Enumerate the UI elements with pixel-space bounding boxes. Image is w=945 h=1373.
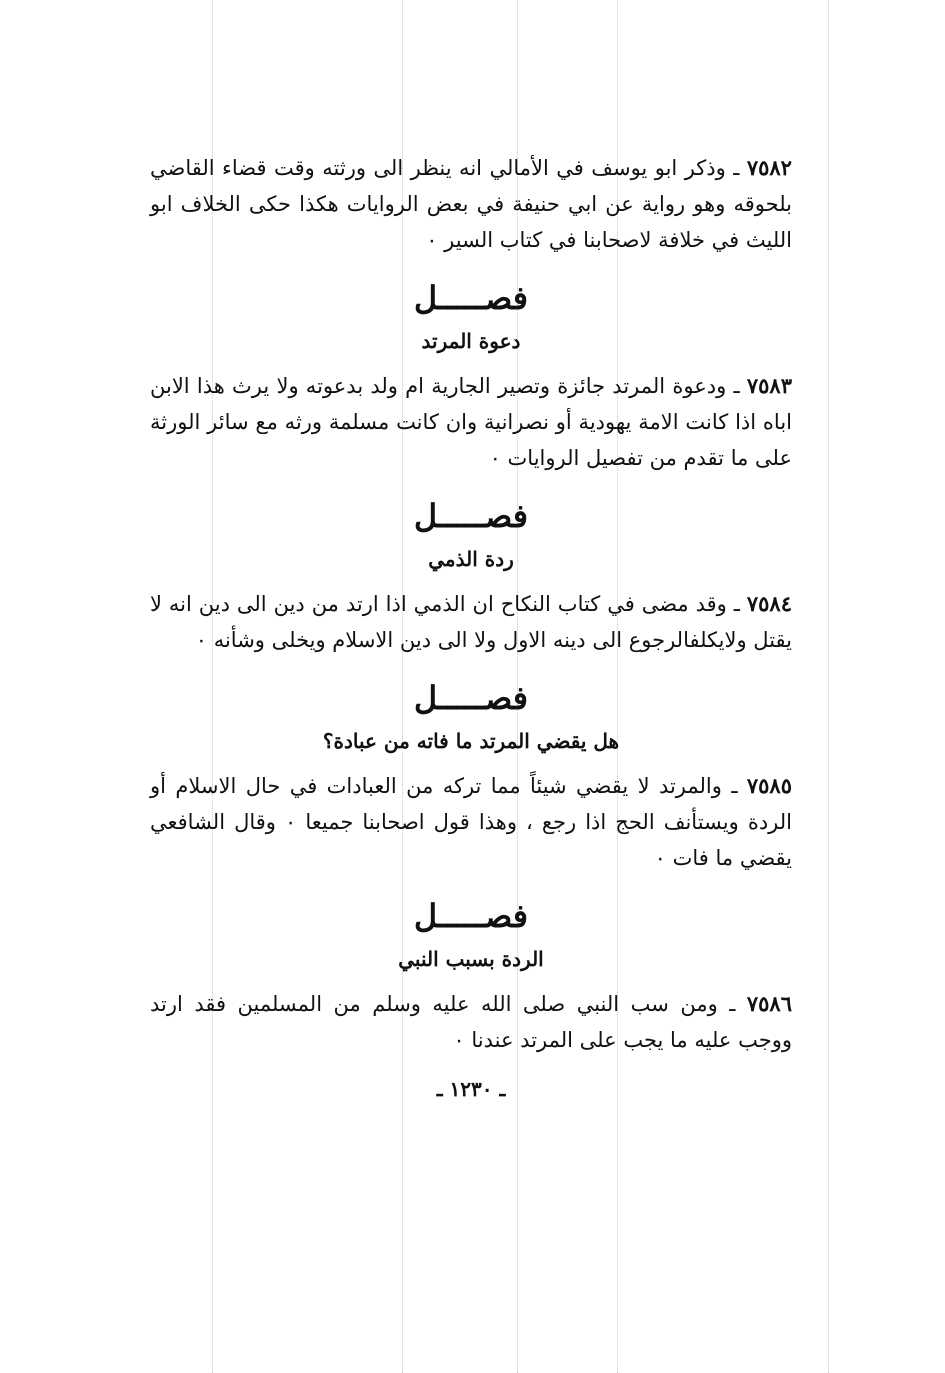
section-heading: فصـــــل bbox=[413, 279, 529, 317]
section-heading: فصـــــل bbox=[413, 497, 529, 535]
section-subtitle: ردة الذمي bbox=[428, 547, 514, 571]
page-number: ـ ١٢٣٠ ـ bbox=[436, 1077, 506, 1101]
paragraph-number: ٧٥٨٥ bbox=[746, 773, 792, 798]
paragraph-7586 bbox=[150, 986, 792, 1058]
section-heading: فصـــــل bbox=[413, 679, 529, 717]
paragraph-7583 bbox=[150, 368, 792, 476]
scan-guide-line bbox=[828, 0, 829, 1373]
section-subtitle: الردة بسبب النبي bbox=[398, 947, 544, 971]
paragraph-text: وذكر ابو يوسف في الأمالي انه ينظر الى ورثته وقت قضاء القاضي بلحوقه وهو رواية عن ابي حنيفة في بعض الروايات هكذا حكى الخلاف ابو الليث في خلافة لاصحابنا في كتاب السير ٠ bbox=[150, 156, 792, 252]
paragraph-number: ٧٥٨٢ bbox=[746, 155, 792, 180]
section-heading: فصـــــل bbox=[413, 897, 529, 935]
paragraph-text: والمرتد لا يقضي شيئاً مما تركه من العبادات في حال الاسلام أو الردة ويستأنف الحج اذا رجع ، وهذا قول اصحابنا جميعا ٠ وقال الشافعي يقضي ما فات ٠ bbox=[150, 774, 792, 870]
section-block bbox=[150, 272, 792, 358]
paragraph-number: ٧٥٨٣ bbox=[746, 373, 792, 398]
section-block bbox=[150, 890, 792, 976]
paragraph-number: ٧٥٨٦ bbox=[746, 991, 792, 1016]
paragraph-separator: ـ bbox=[729, 992, 736, 1016]
document-page bbox=[150, 150, 792, 1106]
paragraph-separator: ـ bbox=[733, 374, 740, 398]
paragraph-7585 bbox=[150, 768, 792, 876]
section-subtitle: دعوة المرتد bbox=[421, 329, 521, 353]
paragraph-text: ودعوة المرتد جائزة وتصير الجارية ام ولد بدعوته ولا يرث هذا الابن اباه اذا كانت الامة يهودية أو نصرانية وان كانت مسلمة ورثه مع سائر الورثة على ما تقدم من تفصيل الروايات ٠ bbox=[150, 374, 792, 470]
paragraph-7584 bbox=[150, 586, 792, 658]
paragraph-text: ومن سب النبي صلى الله عليه وسلم من المسلمين فقد ارتد ووجب عليه ما يجب على المرتد عندنا ٠ bbox=[150, 992, 792, 1052]
paragraph-separator: ـ bbox=[733, 156, 740, 180]
section-block bbox=[150, 490, 792, 576]
paragraph-separator: ـ bbox=[733, 592, 740, 616]
paragraph-7582 bbox=[150, 150, 792, 258]
section-block bbox=[150, 672, 792, 758]
paragraph-number: ٧٥٨٤ bbox=[746, 591, 792, 616]
paragraph-separator: ـ bbox=[731, 774, 738, 798]
paragraph-text: وقد مضى في كتاب النكاح ان الذمي اذا ارتد من دين الى دين انه لا يقتل ولايكلفالرجوع الى دينه الاول ولا الى دين الاسلام ويخلى وشأنه ٠ bbox=[150, 592, 792, 652]
section-subtitle: هل يقضي المرتد ما فاته من عبادة؟ bbox=[322, 729, 620, 753]
